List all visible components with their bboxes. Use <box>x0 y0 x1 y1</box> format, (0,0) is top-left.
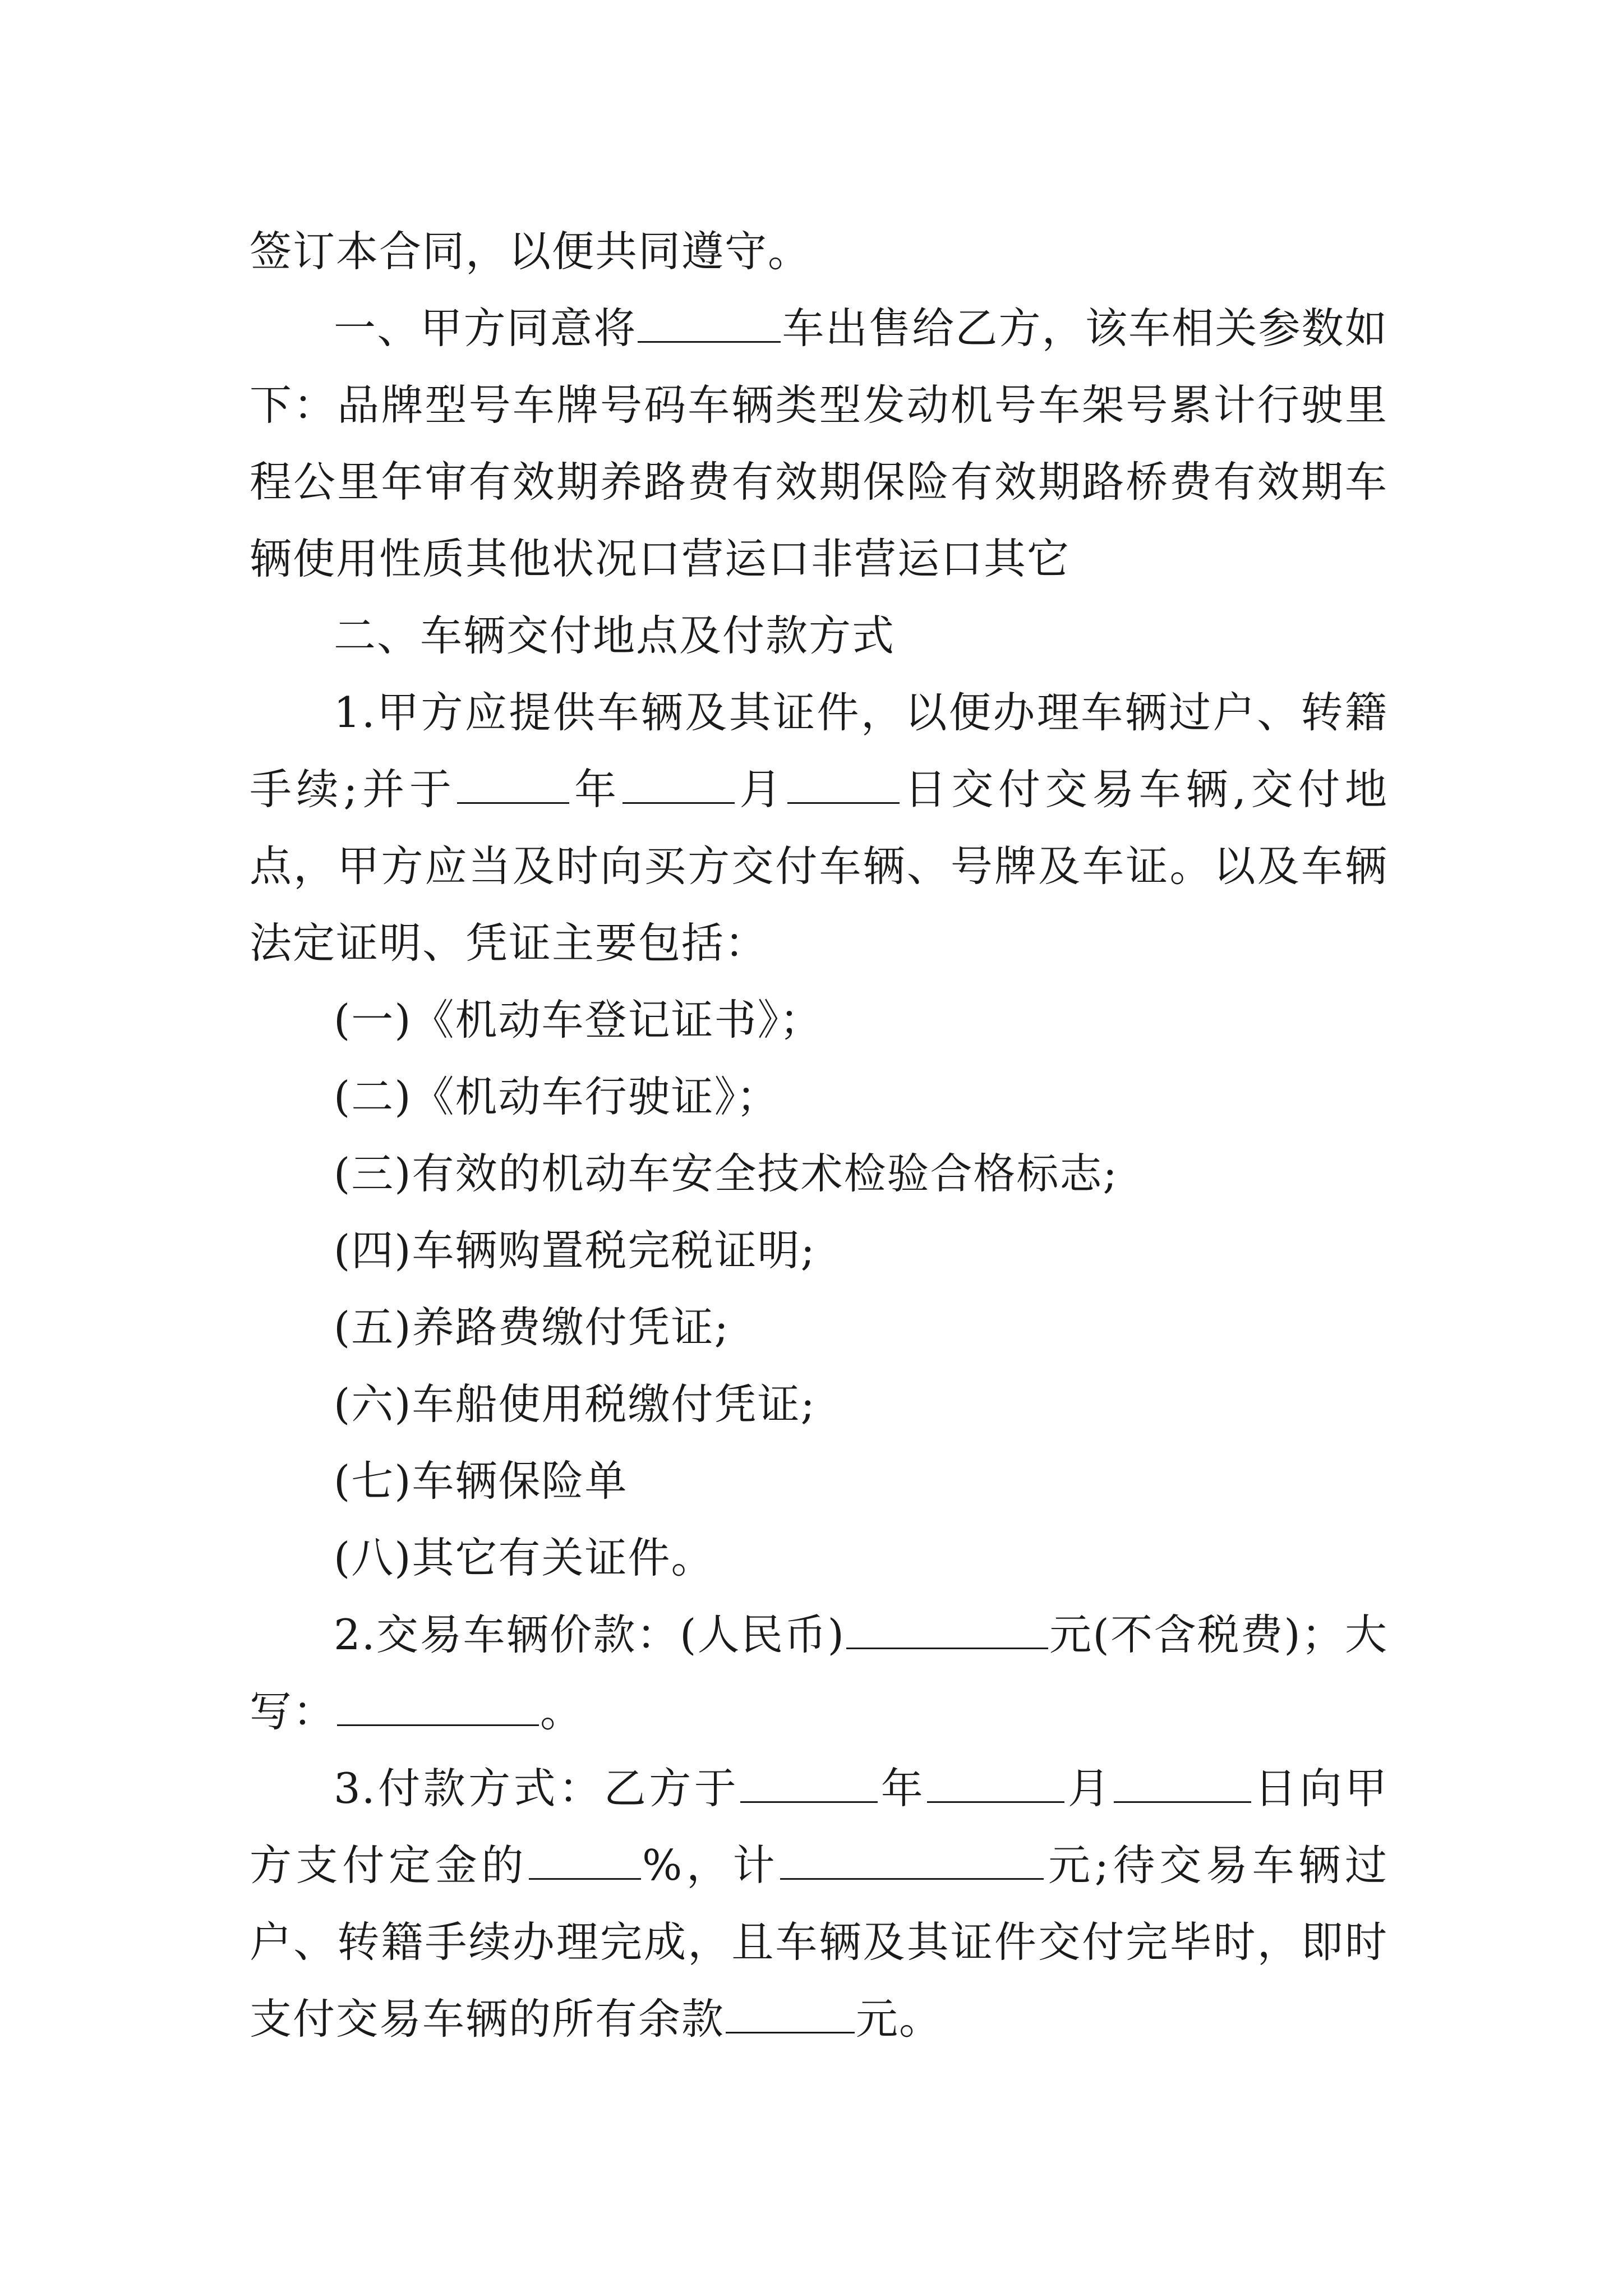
document-list-item <box>250 1289 1388 1366</box>
document-list-item <box>250 982 1388 1059</box>
delivery-day-blank[interactable] <box>787 767 900 804</box>
delivery-month-blank[interactable] <box>623 767 735 804</box>
clause-1-text-a: 一、甲方同意将 <box>334 303 637 353</box>
item-2-text-c: 。 <box>540 1687 584 1736</box>
item-2-text-b: 元(不含税费)；大写： <box>250 1610 1388 1736</box>
deposit-amount-blank[interactable] <box>780 1843 1044 1880</box>
intro-text: 签订本合同，以便共同遵守。 <box>250 227 811 276</box>
document-list-item <box>250 1520 1388 1596</box>
list-item-text: (二)《机动车行驶证》； <box>334 1072 780 1121</box>
section-2-heading <box>250 597 1388 674</box>
paragraph-clause-1 <box>250 290 1388 597</box>
paragraph-item-3 <box>250 1750 1388 2058</box>
document-list-item <box>250 1212 1388 1289</box>
price-words-blank[interactable] <box>337 1690 539 1726</box>
month-label: 月 <box>735 765 787 814</box>
balance-amount-blank[interactable] <box>726 1997 855 2033</box>
payment-month-blank[interactable] <box>927 1766 1064 1803</box>
list-item-text: (五)养路费缴付凭证; <box>334 1303 730 1352</box>
list-item-text: (三)有效的机动车安全技术检验合格标志; <box>334 1149 1118 1198</box>
deposit-percent-blank[interactable] <box>529 1843 641 1880</box>
paragraph-intro <box>250 213 1388 290</box>
contract-page <box>250 213 1388 2058</box>
list-item-text: (八)其它有关证件。 <box>334 1533 714 1582</box>
month-label: 月 <box>1066 1764 1113 1813</box>
list-item-text: (七)车辆保险单 <box>334 1456 628 1506</box>
document-list-item <box>250 1366 1388 1443</box>
item-3-text-a: 3.付款方式：乙方于 <box>334 1764 740 1813</box>
item-3-text-b: 日向甲方支付定金的 <box>250 1764 1388 1890</box>
item-2-text-a: 2.交易车辆价款：(人民币) <box>334 1610 845 1659</box>
document-list-item <box>250 1443 1388 1520</box>
delivery-year-blank[interactable] <box>457 767 569 804</box>
item-1-text-b: 日交付交易车辆,交付地点，甲方应当及时向买方交付车辆、号牌及车证。以及车辆法定证明、凭证主要包括： <box>250 765 1388 968</box>
list-item-text: (六)车船使用税缴付凭证; <box>334 1379 816 1429</box>
item-3-text-e: 元。 <box>856 1994 943 2044</box>
payment-day-blank[interactable] <box>1114 1766 1251 1803</box>
document-list-item <box>250 1059 1388 1135</box>
vehicle-blank[interactable] <box>638 306 781 343</box>
year-label: 年 <box>570 765 621 814</box>
price-number-blank[interactable] <box>846 1613 1048 1649</box>
paragraph-item-1 <box>250 674 1388 982</box>
item-1-text-a: 1.甲方应提供车辆及其证件，以便办理车辆过户、转籍手续;并于 <box>250 688 1388 814</box>
document-list-item <box>250 1135 1388 1212</box>
year-label: 年 <box>879 1764 926 1813</box>
list-item-text: (四)车辆购置税完税证明; <box>334 1226 816 1275</box>
clause-1-text-b: 车出售给乙方，该车相关参数如下：品牌型号车牌号码车辆类型发动机号车架号累计行驶里程公里年审有效期养路费有效期保险有效期路桥费有效期车辆使用性质其他状况口营运口非营运口其它 <box>250 303 1388 583</box>
item-3-text-c: %，计 <box>642 1841 780 1890</box>
item-3-text-d: 元;待交易车辆过户、转籍手续办理完成，且车辆及其证件交付完毕时，即时支付交易车辆的所有余款 <box>250 1841 1388 2044</box>
list-item-text: (一)《机动车登记证书》； <box>334 995 823 1045</box>
payment-year-blank[interactable] <box>740 1766 878 1803</box>
paragraph-item-2 <box>250 1596 1388 1750</box>
section-2-heading-text: 二、车辆交付地点及付款方式 <box>334 611 896 660</box>
